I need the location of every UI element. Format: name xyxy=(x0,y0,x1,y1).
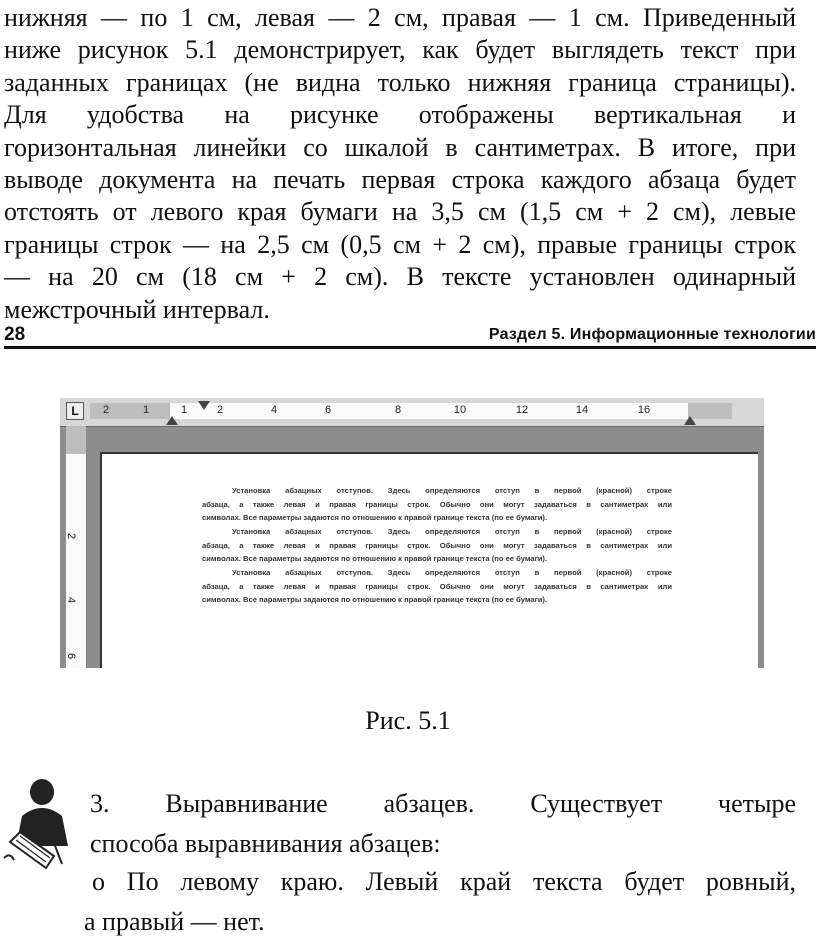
ruler-label: 4 xyxy=(65,596,78,604)
document-line: символах. Все параметры задаются по отношению к правой границе текста (по ее бумаги). xyxy=(202,595,548,605)
ruler-label: 1 xyxy=(142,404,150,416)
intro-line: выводе документа на печать первая строка каждого абзаца будет xyxy=(4,165,796,195)
left-indent-marker[interactable] xyxy=(166,416,178,425)
document-paragraph xyxy=(202,566,672,607)
ruler-label: 14 xyxy=(575,404,589,416)
ruler-label: 4 xyxy=(270,404,278,416)
ruler-label: 1 xyxy=(180,404,188,416)
intro-line: границы строк — на 2,5 см (0,5 см + 2 см), правые границы строк xyxy=(4,229,796,259)
document-line: символах. Все параметры задаются по отношению к правой границе текста (по ее бумаги). xyxy=(202,513,548,523)
bullet-line: о По левому краю. Левый край текста будет ровный, xyxy=(92,867,796,896)
ruler-label: 16 xyxy=(637,404,651,416)
intro-line: заданных границах (не видна только нижняя граница страницы). xyxy=(4,67,796,97)
section-title: Раздел 5. Информационные технологии xyxy=(488,326,816,343)
intro-line: — на 20 см (18 см + 2 см). В тексте установлен одинарный xyxy=(4,262,796,292)
document-paragraph xyxy=(202,525,672,566)
ruler-label: 8 xyxy=(394,404,402,416)
bullet-line: а правый — нет. xyxy=(84,907,265,936)
document-line: абзаца, а также левая и правая границы строк. Обычно они могут задаваться в сантиметрах или xyxy=(202,499,672,509)
document-page[interactable] xyxy=(100,452,758,668)
page-number: 28 xyxy=(4,324,26,345)
document-paragraph xyxy=(202,484,672,525)
ruler-text-area xyxy=(170,403,688,419)
vertical-ruler[interactable] xyxy=(66,454,87,668)
intro-line: отстоять от левого края бумаги на 3,5 см (1,5 см + 2 см), левые xyxy=(4,197,796,227)
figure-word-window xyxy=(60,398,764,668)
ruler-label: 2 xyxy=(65,532,78,540)
intro-line: нижняя — по 1 см, левая — 2 см, правая — 1 см. Приведенный xyxy=(4,3,796,32)
intro-paragraph xyxy=(4,2,796,326)
ruler-label: 6 xyxy=(324,404,332,416)
ruler-label: 2 xyxy=(216,404,224,416)
document-line: абзаца, а также левая и правая границы строк. Обычно они могут задаваться в сантиметрах или xyxy=(202,540,672,550)
vertical-ruler-margin xyxy=(66,426,86,454)
section-3-line: 3. Выравнивание абзацев. Существует четыре xyxy=(90,789,796,818)
document-line: Установка абзацных отступов. Здесь определяются отступ в первой (красной) строке xyxy=(232,568,672,577)
intro-line: Для удобства на рисунке отображены вертикальная и xyxy=(4,100,796,130)
figure-caption: Рис. 5.1 xyxy=(365,706,451,735)
right-indent-marker[interactable] xyxy=(684,416,696,425)
reader-icon xyxy=(2,772,80,872)
bullet-paragraph xyxy=(84,862,796,942)
ruler-label: 2 xyxy=(102,404,110,416)
first-line-indent-marker[interactable] xyxy=(198,401,210,410)
section-3-paragraph xyxy=(90,784,796,864)
document-line: символах. Все параметры задаются по отношению к правой границе текста (по ее бумаги). xyxy=(202,554,548,564)
document-line: Установка абзацных отступов. Здесь определяются отступ в первой (красной) строке xyxy=(232,527,672,536)
intro-line: горизонтальная линейки со шкалой в сантиметрах. В итоге, при xyxy=(4,132,796,162)
intro-line: ниже рисунок 5.1 демонстрирует, как будет выглядеть текст при xyxy=(4,35,796,65)
tab-selector[interactable]: L xyxy=(66,402,84,420)
document-line: Установка абзацных отступов. Здесь определяются отступ в первой (красной) строке xyxy=(232,486,672,495)
intro-line: межстрочный интервал. xyxy=(4,294,270,324)
ruler-label: 10 xyxy=(453,404,467,416)
ruler-label: 6 xyxy=(65,652,78,660)
horizontal-ruler[interactable] xyxy=(60,398,764,427)
ruler-label: 12 xyxy=(515,404,529,416)
section-3-line: способа выравнивания абзацев: xyxy=(90,829,441,858)
document-line: абзаца, а также левая и правая границы строк. Обычно они могут задаваться в сантиметрах или xyxy=(202,581,672,591)
running-footer xyxy=(4,322,816,349)
